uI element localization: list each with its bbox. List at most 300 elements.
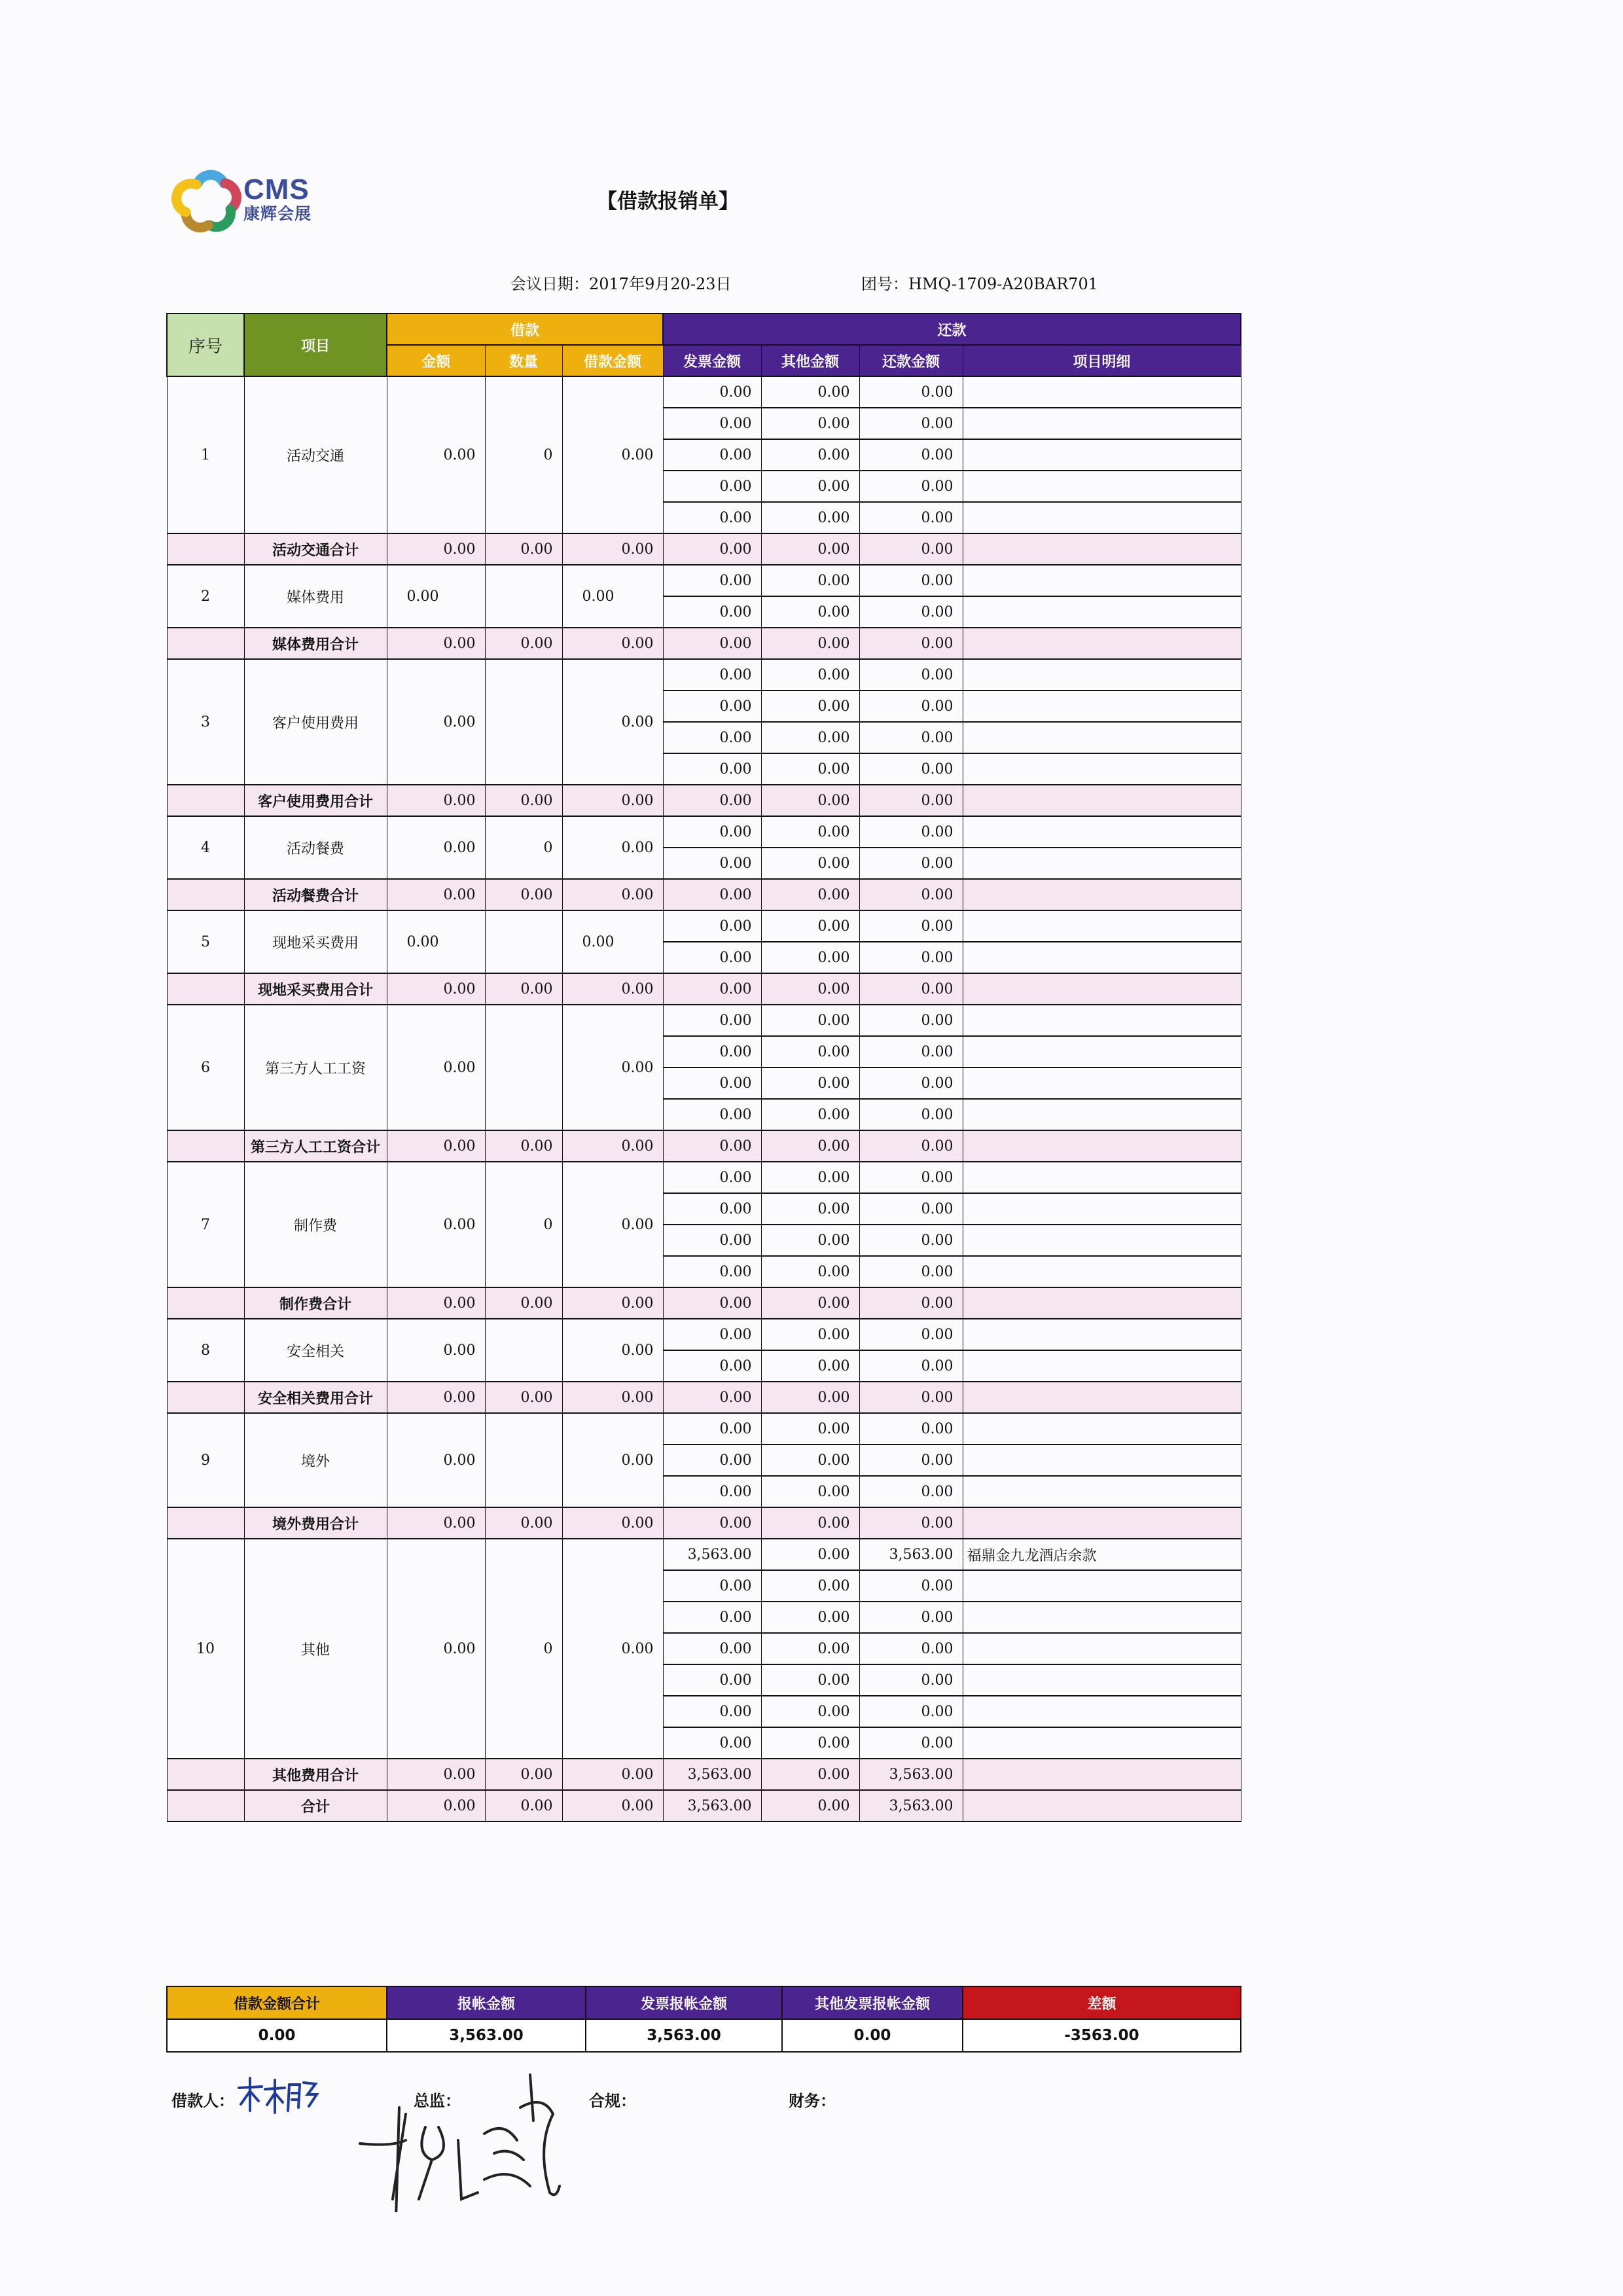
total-label: 合计 <box>244 1790 387 1821</box>
summary-header-difference: 差额 <box>963 1986 1241 2019</box>
cell-repay-amount: 0.00 <box>859 1099 963 1130</box>
cell-repay-amount: 0.00 <box>859 1413 963 1444</box>
summary-invoice-reimbursed: 3,563.00 <box>586 2019 782 2052</box>
cell-item-detail <box>963 942 1241 973</box>
cell-repay-amount: 0.00 <box>859 565 963 596</box>
row-seq: 5 <box>167 910 244 973</box>
row-loan-amount: 0.00 <box>562 910 663 973</box>
table-row <box>167 816 1241 848</box>
row-seq: 4 <box>167 816 244 879</box>
cell-other-amount: 0.00 <box>761 596 859 628</box>
subtotal-row <box>167 1130 1241 1162</box>
cell-repay-amount: 0.00 <box>859 408 963 439</box>
row-loan-amount: 0.00 <box>562 1413 663 1507</box>
cell-invoice-amount: 0.00 <box>663 1225 761 1256</box>
cell-invoice-amount: 0.00 <box>663 910 761 942</box>
subtotal-seq <box>167 1507 244 1539</box>
header-invoice-amount: 发票金额 <box>663 345 761 376</box>
subtotal-seq <box>167 628 244 659</box>
cell-repay-amount: 3,563.00 <box>859 1539 963 1570</box>
cell-other-amount: 0.00 <box>761 1570 859 1602</box>
director-signature-icon <box>353 2068 576 2212</box>
row-quantity: 0 <box>485 1539 562 1759</box>
total-row <box>167 1790 1241 1821</box>
cell-item-detail <box>963 1005 1241 1036</box>
header-quantity: 数量 <box>485 345 562 376</box>
cell-item-detail <box>963 1036 1241 1067</box>
row-item: 境外 <box>244 1413 387 1507</box>
cell-repay-amount: 0.00 <box>859 1005 963 1036</box>
cell-other-amount: 0.00 <box>761 1444 859 1476</box>
subtotal-label: 媒体费用合计 <box>244 628 387 659</box>
cell-item-detail <box>963 659 1241 691</box>
subtotal-value: 0.00 <box>485 1130 562 1162</box>
summary-table <box>166 1986 1241 2053</box>
subtotal-value: 0.00 <box>663 785 761 816</box>
cell-repay-amount: 0.00 <box>859 722 963 753</box>
subtotal-value: 0.00 <box>485 973 562 1005</box>
cell-repay-amount: 0.00 <box>859 1350 963 1382</box>
cell-item-detail <box>963 1444 1241 1476</box>
cell-repay-amount: 0.00 <box>859 471 963 502</box>
finance-label: 财务： <box>789 2092 836 2110</box>
cell-item-detail <box>963 1099 1241 1130</box>
row-quantity <box>485 1005 562 1130</box>
cell-repay-amount: 0.00 <box>859 659 963 691</box>
total-value: 3,563.00 <box>859 1790 963 1821</box>
table-row <box>167 1162 1241 1193</box>
logo-name-cn: 康辉会展 <box>243 204 312 223</box>
subtotal-detail <box>963 1287 1241 1319</box>
subtotal-value: 0.00 <box>387 879 485 910</box>
cell-repay-amount: 0.00 <box>859 1193 963 1225</box>
cell-repay-amount: 0.00 <box>859 1664 963 1696</box>
subtotal-value: 0.00 <box>562 973 663 1005</box>
cell-other-amount: 0.00 <box>761 753 859 785</box>
subtotal-value: 0.00 <box>859 1130 963 1162</box>
table-row <box>167 565 1241 596</box>
cell-invoice-amount: 0.00 <box>663 1602 761 1633</box>
row-quantity: 0 <box>485 1162 562 1287</box>
subtotal-value: 0.00 <box>859 785 963 816</box>
cell-item-detail <box>963 1350 1241 1382</box>
total-seq <box>167 1790 244 1821</box>
cell-other-amount: 0.00 <box>761 1727 859 1759</box>
subtotal-label: 其他费用合计 <box>244 1759 387 1790</box>
summary-header-other-invoice: 其他发票报帐金额 <box>782 1986 963 2019</box>
table-row <box>167 376 1241 408</box>
summary-reimbursed: 3,563.00 <box>387 2019 586 2052</box>
header-item-detail: 项目明细 <box>963 345 1241 376</box>
header-other-amount: 其他金额 <box>761 345 859 376</box>
cell-invoice-amount: 0.00 <box>663 1036 761 1067</box>
subtotal-detail <box>963 628 1241 659</box>
subtotal-value: 0.00 <box>859 879 963 910</box>
cell-invoice-amount: 0.00 <box>663 722 761 753</box>
subtotal-value: 0.00 <box>761 1382 859 1413</box>
cell-item-detail <box>963 1633 1241 1664</box>
cell-item-detail <box>963 408 1241 439</box>
summary-header-loan-total: 借款金额合计 <box>167 1986 387 2019</box>
cell-item-detail <box>963 439 1241 471</box>
row-seq: 10 <box>167 1539 244 1759</box>
subtotal-value: 0.00 <box>485 628 562 659</box>
expense-table <box>166 313 1241 1822</box>
row-seq: 1 <box>167 376 244 533</box>
cell-item-detail <box>963 1256 1241 1287</box>
cell-repay-amount: 0.00 <box>859 816 963 848</box>
subtotal-value: 0.00 <box>859 1507 963 1539</box>
subtotal-row <box>167 973 1241 1005</box>
subtotal-detail <box>963 879 1241 910</box>
cell-other-amount: 0.00 <box>761 1664 859 1696</box>
cell-repay-amount: 0.00 <box>859 1633 963 1664</box>
cell-other-amount: 0.00 <box>761 1319 859 1350</box>
table-row <box>167 1539 1241 1570</box>
row-item: 媒体费用 <box>244 565 387 628</box>
row-quantity <box>485 1319 562 1382</box>
cell-repay-amount: 0.00 <box>859 848 963 879</box>
cell-repay-amount: 0.00 <box>859 1476 963 1507</box>
subtotal-label: 活动交通合计 <box>244 533 387 565</box>
cell-repay-amount: 0.00 <box>859 1162 963 1193</box>
subtotal-value: 0.00 <box>562 1382 663 1413</box>
row-quantity <box>485 565 562 628</box>
subtotal-value: 0.00 <box>387 533 485 565</box>
subtotal-label: 现地采买费用合计 <box>244 973 387 1005</box>
cell-other-amount: 0.00 <box>761 1602 859 1633</box>
cell-item-detail <box>963 848 1241 879</box>
subtotal-value: 0.00 <box>761 628 859 659</box>
cell-other-amount: 0.00 <box>761 1005 859 1036</box>
subtotal-value: 0.00 <box>859 533 963 565</box>
cell-invoice-amount: 0.00 <box>663 1005 761 1036</box>
row-loan-amount: 0.00 <box>562 1162 663 1287</box>
row-amount: 0.00 <box>387 816 485 879</box>
subtotal-value: 0.00 <box>562 1130 663 1162</box>
subtotal-value: 3,563.00 <box>663 1759 761 1790</box>
subtotal-value: 0.00 <box>387 785 485 816</box>
subtotal-row <box>167 628 1241 659</box>
cell-item-detail <box>963 1476 1241 1507</box>
row-amount: 0.00 <box>387 1005 485 1130</box>
cell-invoice-amount: 0.00 <box>663 1570 761 1602</box>
cell-invoice-amount: 0.00 <box>663 816 761 848</box>
row-item: 第三方人工工资 <box>244 1005 387 1130</box>
cell-repay-amount: 0.00 <box>859 1696 963 1727</box>
cell-invoice-amount: 0.00 <box>663 1193 761 1225</box>
cell-invoice-amount: 0.00 <box>663 1099 761 1130</box>
subtotal-value: 0.00 <box>859 973 963 1005</box>
subtotal-value: 0.00 <box>663 879 761 910</box>
cell-repay-amount: 0.00 <box>859 1444 963 1476</box>
summary-other-invoice: 0.00 <box>782 2019 963 2052</box>
cell-other-amount: 0.00 <box>761 1413 859 1444</box>
cell-invoice-amount: 0.00 <box>663 1256 761 1287</box>
subtotal-value: 0.00 <box>562 785 663 816</box>
cell-item-detail <box>963 565 1241 596</box>
cell-other-amount: 0.00 <box>761 816 859 848</box>
subtotal-value: 0.00 <box>485 533 562 565</box>
subtotal-value: 0.00 <box>387 973 485 1005</box>
subtotal-label: 客户使用费用合计 <box>244 785 387 816</box>
subtotal-value: 0.00 <box>761 1130 859 1162</box>
subtotal-seq <box>167 973 244 1005</box>
row-seq: 9 <box>167 1413 244 1507</box>
cell-repay-amount: 0.00 <box>859 691 963 722</box>
cell-invoice-amount: 0.00 <box>663 1696 761 1727</box>
cell-other-amount: 0.00 <box>761 1350 859 1382</box>
subtotal-label: 第三方人工工资合计 <box>244 1130 387 1162</box>
subtotal-value: 0.00 <box>562 628 663 659</box>
cell-invoice-amount: 0.00 <box>663 659 761 691</box>
subtotal-value: 0.00 <box>663 533 761 565</box>
cell-repay-amount: 0.00 <box>859 502 963 533</box>
cell-invoice-amount: 0.00 <box>663 1067 761 1099</box>
subtotal-value: 0.00 <box>761 533 859 565</box>
subtotal-value: 0.00 <box>562 879 663 910</box>
subtotal-row <box>167 879 1241 910</box>
row-item: 活动交通 <box>244 376 387 533</box>
cell-other-amount: 0.00 <box>761 1036 859 1067</box>
cell-repay-amount: 0.00 <box>859 1602 963 1633</box>
cell-other-amount: 0.00 <box>761 439 859 471</box>
subtotal-value: 0.00 <box>663 1287 761 1319</box>
row-quantity <box>485 1413 562 1507</box>
cell-other-amount: 0.00 <box>761 848 859 879</box>
subtotal-value: 0.00 <box>387 1382 485 1413</box>
borrower-signature-icon <box>236 2075 321 2121</box>
subtotal-row <box>167 1759 1241 1790</box>
subtotal-value: 0.00 <box>387 1287 485 1319</box>
cell-invoice-amount: 0.00 <box>663 1413 761 1444</box>
cell-item-detail <box>963 910 1241 942</box>
subtotal-seq <box>167 1382 244 1413</box>
cell-invoice-amount: 0.00 <box>663 376 761 408</box>
cell-other-amount: 0.00 <box>761 1099 859 1130</box>
subtotal-value: 0.00 <box>485 1382 562 1413</box>
header-loan-amount: 借款金额 <box>562 345 663 376</box>
cell-item-detail <box>963 1413 1241 1444</box>
total-value: 0.00 <box>562 1790 663 1821</box>
row-seq: 6 <box>167 1005 244 1130</box>
cell-repay-amount: 0.00 <box>859 1225 963 1256</box>
cell-invoice-amount: 0.00 <box>663 439 761 471</box>
cell-repay-amount: 0.00 <box>859 1067 963 1099</box>
header-item: 项目 <box>244 314 387 376</box>
row-item: 安全相关 <box>244 1319 387 1382</box>
cell-item-detail <box>963 1570 1241 1602</box>
header-repay-amount: 还款金额 <box>859 345 963 376</box>
subtotal-seq <box>167 1287 244 1319</box>
cell-other-amount: 0.00 <box>761 471 859 502</box>
cell-invoice-amount: 0.00 <box>663 753 761 785</box>
table-row <box>167 1319 1241 1350</box>
director-label: 总监： <box>414 2092 461 2110</box>
page-title: 【借款报销单】 <box>597 190 739 213</box>
row-item: 现地采买费用 <box>244 910 387 973</box>
cell-other-amount: 0.00 <box>761 659 859 691</box>
row-loan-amount: 0.00 <box>562 816 663 879</box>
cell-other-amount: 0.00 <box>761 942 859 973</box>
header-loan: 借款 <box>387 314 663 345</box>
subtotal-label: 制作费合计 <box>244 1287 387 1319</box>
cell-other-amount: 0.00 <box>761 1256 859 1287</box>
subtotal-detail <box>963 1130 1241 1162</box>
cell-invoice-amount: 0.00 <box>663 848 761 879</box>
table-row <box>167 910 1241 942</box>
total-value: 3,563.00 <box>663 1790 761 1821</box>
cell-item-detail <box>963 753 1241 785</box>
cell-other-amount: 0.00 <box>761 565 859 596</box>
subtotal-value: 0.00 <box>761 973 859 1005</box>
row-seq: 2 <box>167 565 244 628</box>
cell-invoice-amount: 0.00 <box>663 565 761 596</box>
subtotal-value: 0.00 <box>562 1507 663 1539</box>
subtotal-seq <box>167 785 244 816</box>
cell-invoice-amount: 0.00 <box>663 691 761 722</box>
subtotal-value: 0.00 <box>761 785 859 816</box>
subtotal-value: 0.00 <box>387 1759 485 1790</box>
cell-other-amount: 0.00 <box>761 1225 859 1256</box>
subtotal-value: 0.00 <box>485 1759 562 1790</box>
cell-item-detail <box>963 1727 1241 1759</box>
logo-brand: CMS <box>243 173 310 206</box>
row-item: 客户使用费用 <box>244 659 387 785</box>
row-quantity <box>485 910 562 973</box>
subtotal-value: 0.00 <box>562 1759 663 1790</box>
subtotal-value: 0.00 <box>761 879 859 910</box>
summary-header-invoice-reimbursed: 发票报帐金额 <box>586 1986 782 2019</box>
subtotal-detail <box>963 1507 1241 1539</box>
cell-repay-amount: 0.00 <box>859 1036 963 1067</box>
subtotal-value: 0.00 <box>485 879 562 910</box>
cell-other-amount: 0.00 <box>761 502 859 533</box>
subtotal-value: 0.00 <box>562 533 663 565</box>
subtotal-detail <box>963 785 1241 816</box>
row-seq: 3 <box>167 659 244 785</box>
cell-invoice-amount: 0.00 <box>663 1162 761 1193</box>
row-seq: 7 <box>167 1162 244 1287</box>
total-value: 0.00 <box>485 1790 562 1821</box>
subtotal-value: 0.00 <box>859 1382 963 1413</box>
subtotal-seq <box>167 1130 244 1162</box>
cell-other-amount: 0.00 <box>761 691 859 722</box>
header-repay: 还款 <box>663 314 1241 345</box>
row-amount: 0.00 <box>387 1162 485 1287</box>
row-loan-amount: 0.00 <box>562 1319 663 1382</box>
cell-other-amount: 0.00 <box>761 722 859 753</box>
table-row <box>167 659 1241 691</box>
subtotal-value: 0.00 <box>485 1507 562 1539</box>
cell-item-detail <box>963 1162 1241 1193</box>
cell-repay-amount: 0.00 <box>859 1256 963 1287</box>
total-value: 0.00 <box>761 1790 859 1821</box>
cell-invoice-amount: 0.00 <box>663 942 761 973</box>
cell-repay-amount: 0.00 <box>859 910 963 942</box>
subtotal-value: 0.00 <box>485 785 562 816</box>
row-loan-amount: 0.00 <box>562 1539 663 1759</box>
cell-invoice-amount: 0.00 <box>663 1664 761 1696</box>
cell-invoice-amount: 0.00 <box>663 408 761 439</box>
row-amount: 0.00 <box>387 565 485 628</box>
cell-item-detail <box>963 722 1241 753</box>
cell-invoice-amount: 0.00 <box>663 596 761 628</box>
table-row <box>167 1413 1241 1444</box>
subtotal-detail <box>963 533 1241 565</box>
subtotal-value: 0.00 <box>387 1130 485 1162</box>
cell-invoice-amount: 0.00 <box>663 1319 761 1350</box>
cell-invoice-amount: 0.00 <box>663 1633 761 1664</box>
cell-repay-amount: 0.00 <box>859 1727 963 1759</box>
cell-item-detail <box>963 1664 1241 1696</box>
subtotal-value: 0.00 <box>761 1759 859 1790</box>
cell-item-detail <box>963 471 1241 502</box>
cell-repay-amount: 0.00 <box>859 1570 963 1602</box>
subtotal-label: 安全相关费用合计 <box>244 1382 387 1413</box>
subtotal-value: 0.00 <box>387 628 485 659</box>
row-amount: 0.00 <box>387 376 485 533</box>
cell-repay-amount: 0.00 <box>859 1319 963 1350</box>
subtotal-value: 0.00 <box>387 1507 485 1539</box>
row-quantity <box>485 659 562 785</box>
subtotal-label: 境外费用合计 <box>244 1507 387 1539</box>
header-amount: 金额 <box>387 345 485 376</box>
cell-invoice-amount: 0.00 <box>663 1350 761 1382</box>
group-number: 团号：HMQ-1709-A20BAR701 <box>861 275 1099 293</box>
row-quantity: 0 <box>485 376 562 533</box>
cell-other-amount: 0.00 <box>761 1539 859 1570</box>
row-item: 活动餐费 <box>244 816 387 879</box>
cell-item-detail <box>963 376 1241 408</box>
subtotal-value: 0.00 <box>663 1507 761 1539</box>
total-value: 0.00 <box>387 1790 485 1821</box>
cell-other-amount: 0.00 <box>761 1476 859 1507</box>
subtotal-row <box>167 533 1241 565</box>
row-loan-amount: 0.00 <box>562 659 663 785</box>
subtotal-row <box>167 1382 1241 1413</box>
row-loan-amount: 0.00 <box>562 1005 663 1130</box>
cell-item-detail <box>963 1193 1241 1225</box>
row-loan-amount: 0.00 <box>562 565 663 628</box>
header-seq: 序号 <box>167 314 244 376</box>
cell-item-detail <box>963 1067 1241 1099</box>
subtotal-label: 活动餐费合计 <box>244 879 387 910</box>
cell-other-amount: 0.00 <box>761 376 859 408</box>
row-item: 其他 <box>244 1539 387 1759</box>
row-amount: 0.00 <box>387 910 485 973</box>
cell-item-detail <box>963 1696 1241 1727</box>
subtotal-value: 0.00 <box>859 628 963 659</box>
subtotal-value: 0.00 <box>663 1382 761 1413</box>
cell-invoice-amount: 0.00 <box>663 502 761 533</box>
subtotal-value: 0.00 <box>663 628 761 659</box>
row-loan-amount: 0.00 <box>562 376 663 533</box>
row-amount: 0.00 <box>387 659 485 785</box>
cell-invoice-amount: 0.00 <box>663 1444 761 1476</box>
total-detail <box>963 1790 1241 1821</box>
cell-item-detail <box>963 502 1241 533</box>
row-seq: 8 <box>167 1319 244 1382</box>
cell-item-detail <box>963 1225 1241 1256</box>
subtotal-value: 0.00 <box>663 973 761 1005</box>
subtotal-value: 0.00 <box>663 1130 761 1162</box>
cell-other-amount: 0.00 <box>761 1162 859 1193</box>
cell-item-detail <box>963 816 1241 848</box>
cell-repay-amount: 0.00 <box>859 942 963 973</box>
cell-item-detail <box>963 1602 1241 1633</box>
cell-other-amount: 0.00 <box>761 408 859 439</box>
